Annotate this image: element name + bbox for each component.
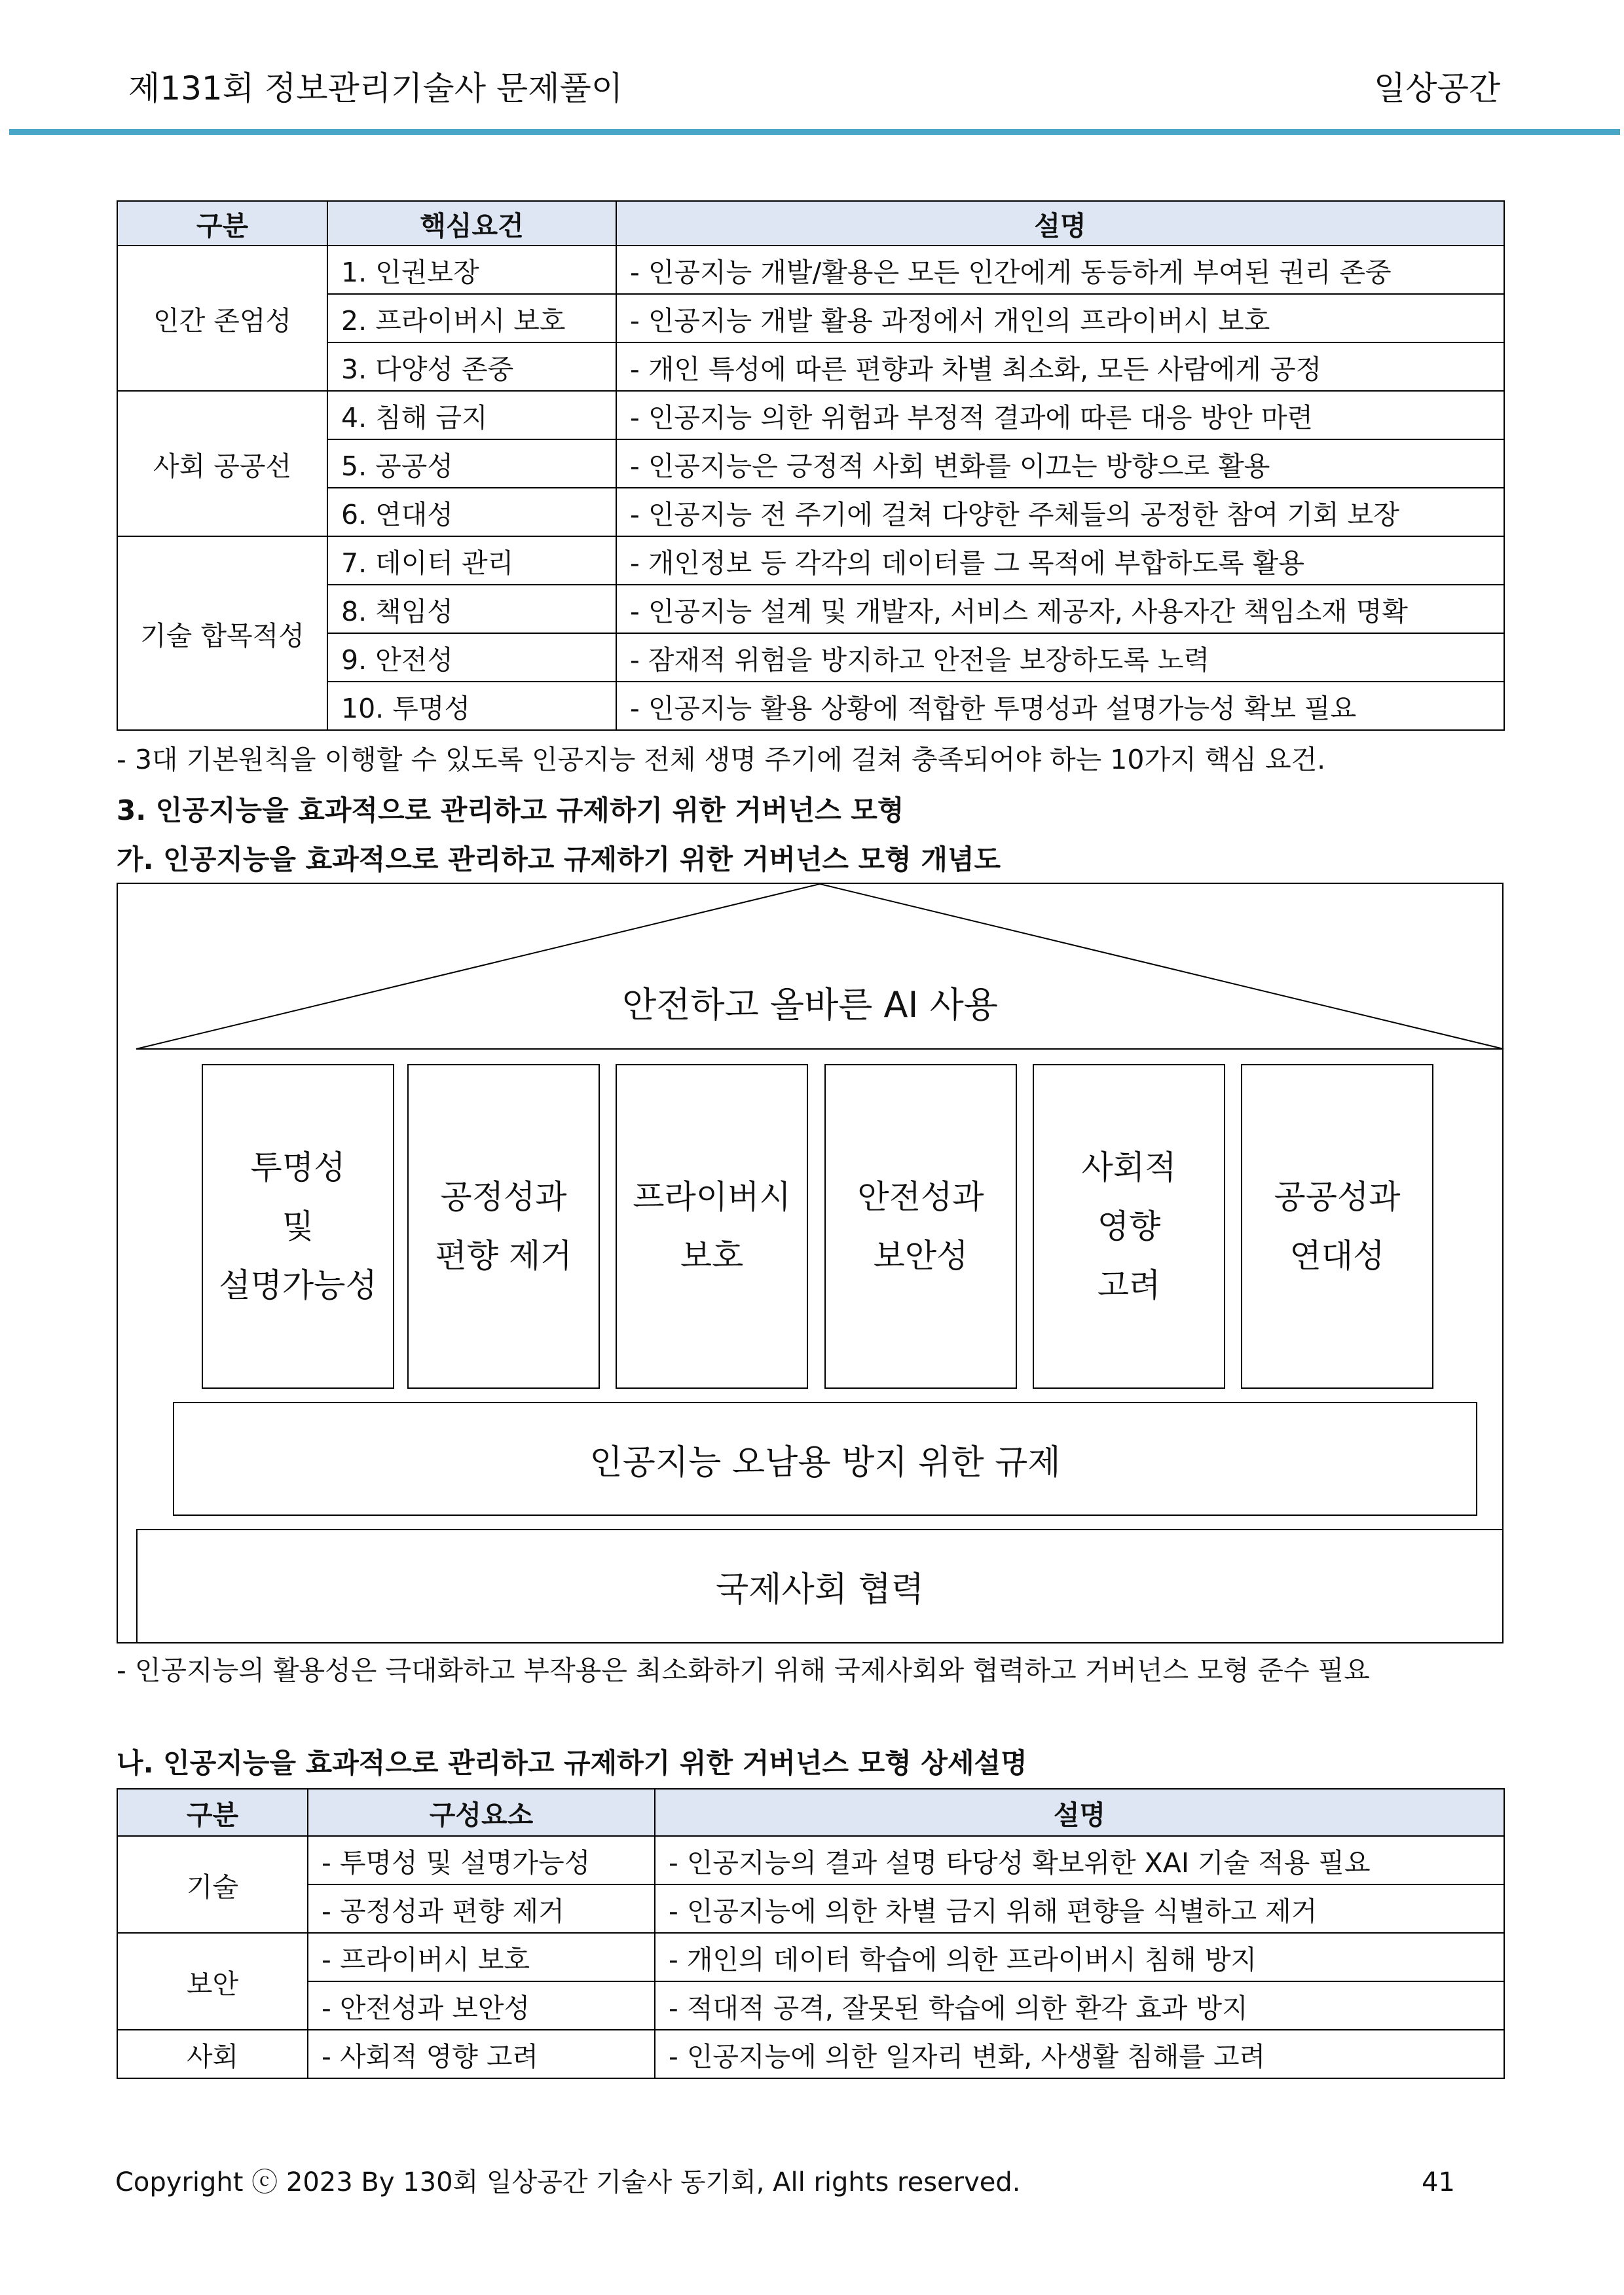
diagram-note: - 인공지능의 활용성은 극대화하고 부작용은 최소화하기 위해 국제사회와 협력하고 거버넌스 모형 준수 필요 (117, 1655, 1370, 1686)
header-category: 구분 (117, 201, 327, 246)
description-cell: - 인공지능 전 주기에 걸쳐 다양한 주체들의 공정한 참여 기회 보장 (616, 488, 1504, 536)
description-cell: - 인공지능의 결과 설명 타당성 확보위한 XAI 기술 적용 필요 (655, 1836, 1504, 1884)
document-title: 제131회 정보관리기술사 문제풀이 (128, 69, 623, 107)
governance-detail-table (117, 1788, 1505, 2079)
table-header-row (117, 1789, 1504, 1836)
component-cell: - 안전성과 보안성 (308, 1981, 655, 2030)
header-description: 설명 (655, 1789, 1504, 1836)
pillar-public-solidarity: 공공성과 연대성 (1241, 1064, 1433, 1389)
description-cell: - 인공지능은 긍정적 사회 변화를 이끄는 방향으로 활용 (616, 439, 1504, 488)
description-cell: - 개인정보 등 각각의 데이터를 그 목적에 부합하도록 활용 (616, 536, 1504, 585)
description-cell: - 인공지능 활용 상황에 적합한 투명성과 설명가능성 확보 필요 (616, 682, 1504, 730)
description-cell: - 인공지능 개발/활용은 모든 인간에게 동등하게 부여된 권리 존중 (616, 246, 1504, 294)
requirement-cell: 7. 데이터 관리 (327, 536, 616, 585)
pillar-social-impact: 사회적 영향 고려 (1033, 1064, 1225, 1389)
category-cell: 기술 (117, 1836, 308, 1933)
roof-label: 안전하고 올바른 AI 사용 (622, 984, 998, 1025)
roof-shape (0, 0, 1624, 1113)
header-component: 구성요소 (308, 1789, 655, 1836)
description-cell: - 개인의 데이터 학습에 의한 프라이버시 침해 방지 (655, 1933, 1504, 1981)
requirement-cell: 6. 연대성 (327, 488, 616, 536)
requirement-cell: 8. 책임성 (327, 585, 616, 633)
table-row (117, 1981, 1504, 2030)
foundation-band: 국제사회 협력 (136, 1529, 1504, 1643)
pillar-privacy: 프라이버시 보호 (616, 1064, 808, 1389)
requirement-cell: 4. 침해 금지 (327, 391, 616, 439)
description-cell: - 개인 특성에 따른 편향과 차별 최소화, 모든 사람에게 공정 (616, 342, 1504, 391)
requirement-cell: 9. 안전성 (327, 633, 616, 682)
description-cell: - 인공지능에 의한 일자리 변화, 사생활 침해를 고려 (655, 2030, 1504, 2078)
pillar-safety: 안전성과 보안성 (824, 1064, 1017, 1389)
requirement-cell: 2. 프라이버시 보호 (327, 294, 616, 342)
section-heading-na: 나. 인공지능을 효과적으로 관리하고 규제하기 위한 거버넌스 모형 상세설명 (117, 1747, 1027, 1779)
table-row (117, 2030, 1504, 2078)
table-row (117, 1933, 1504, 1981)
component-cell: - 투명성 및 설명가능성 (308, 1836, 655, 1884)
requirement-cell: 3. 다양성 존중 (327, 342, 616, 391)
header-category: 구분 (117, 1789, 308, 1836)
pillar-transparency: 투명성 및 설명가능성 (202, 1064, 394, 1389)
header-brand: 일상공간 (1374, 69, 1501, 107)
requirement-cell: 1. 인권보장 (327, 246, 616, 294)
component-cell: - 공정성과 편향 제거 (308, 1884, 655, 1933)
category-cell: 사회 (117, 2030, 308, 2078)
component-cell: - 프라이버시 보호 (308, 1933, 655, 1981)
section-heading-3: 3. 인공지능을 효과적으로 관리하고 규제하기 위한 거버넌스 모형 (117, 794, 904, 826)
category-cell: 보안 (117, 1933, 308, 2030)
table1-note: - 3대 기본원칙을 이행할 수 있도록 인공지능 전체 생명 주기에 걸쳐 충족되어야 하는 10가지 핵심 요건. (117, 744, 1326, 775)
component-cell: - 사회적 영향 고려 (308, 2030, 655, 2078)
section-heading-ga: 가. 인공지능을 효과적으로 관리하고 규제하기 위한 거버넌스 모형 개념도 (117, 843, 1001, 875)
description-cell: - 인공지능에 의한 차별 금지 위해 편향을 식별하고 제거 (655, 1884, 1504, 1933)
table-row (117, 1836, 1504, 1884)
page-number: 41 (1422, 2167, 1455, 2197)
category-cell: 인간 존엄성 (117, 246, 327, 391)
table-row (117, 1884, 1504, 1933)
requirement-cell: 10. 투명성 (327, 682, 616, 730)
category-cell: 사회 공공선 (117, 391, 327, 536)
header-requirement: 핵심요건 (327, 201, 616, 246)
description-cell: - 인공지능 설계 및 개발자, 서비스 제공자, 사용자간 책임소재 명확 (616, 585, 1504, 633)
description-cell: - 인공지능 의한 위험과 부정적 결과에 따른 대응 방안 마련 (616, 391, 1504, 439)
description-cell: - 적대적 공격, 잘못된 학습에 의한 환각 효과 방지 (655, 1981, 1504, 2030)
regulation-band: 인공지능 오남용 방지 위한 규제 (173, 1402, 1477, 1516)
requirement-cell: 5. 공공성 (327, 439, 616, 488)
description-cell: - 잠재적 위험을 방지하고 안전을 보장하도록 노력 (616, 633, 1504, 682)
category-cell: 기술 합목적성 (117, 536, 327, 730)
description-cell: - 인공지능 개발 활용 과정에서 개인의 프라이버시 보호 (616, 294, 1504, 342)
copyright-text: Copyright ⓒ 2023 By 130회 일상공간 기술사 동기회, All rights reserved. (115, 2167, 1021, 2197)
header-description: 설명 (616, 201, 1504, 246)
pillar-fairness: 공정성과 편향 제거 (407, 1064, 600, 1389)
